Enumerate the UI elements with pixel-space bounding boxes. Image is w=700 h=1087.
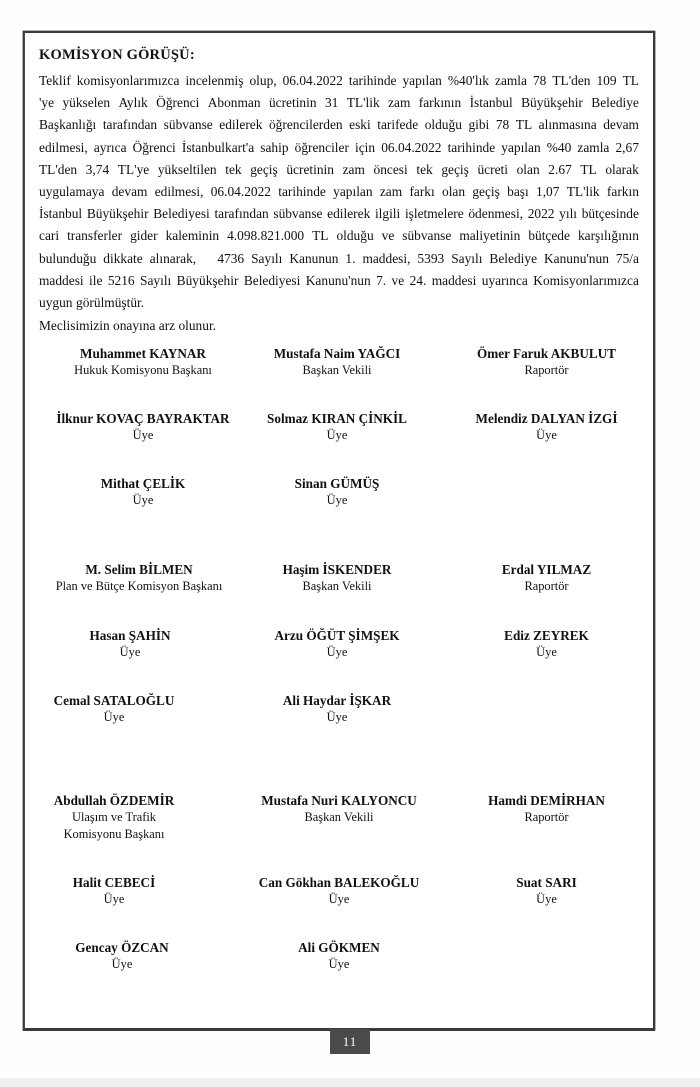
body-word: Öğrenci — [132, 139, 176, 155]
body-word: kaleminin — [165, 228, 220, 244]
signatory-name: Abdullah ÖZDEMİR — [53, 793, 175, 809]
signature-block — [237, 410, 437, 444]
signatory-title: Üye — [111, 957, 133, 972]
body-word: Sayılı — [251, 250, 283, 266]
signature-row — [39, 345, 639, 402]
signature-row — [39, 874, 639, 932]
signature-block — [237, 692, 437, 726]
signatory-name: Haşim İSKENDER — [282, 562, 392, 578]
body-word: Aylık — [118, 95, 148, 111]
body-word: devam — [603, 117, 639, 133]
body-word: eski — [349, 117, 371, 133]
signature-block — [237, 561, 437, 595]
body-line — [39, 137, 639, 159]
signature-block — [237, 627, 437, 661]
signature-row — [39, 792, 639, 867]
body-word: maliyetinin — [459, 228, 521, 244]
signatory-name: Solmaz KIRAN ÇİNKİL — [267, 411, 407, 427]
body-word: Kanunu'nun — [544, 250, 609, 266]
signatory-name: Mustafa Naim YAĞCI — [273, 346, 401, 362]
body-word: tek — [225, 161, 242, 177]
body-word: bütçede — [528, 228, 570, 244]
signature-block — [229, 939, 449, 973]
body-word: edilerek — [327, 206, 371, 222]
signatory-title: Üye — [326, 493, 348, 508]
signatory-title: Üye — [536, 645, 557, 660]
body-word: Sayılı — [140, 272, 172, 288]
body-word: yılı — [559, 206, 578, 222]
signature-row — [39, 627, 639, 685]
body-word: işletmelere — [404, 206, 464, 222]
body-line — [39, 159, 639, 181]
body-word: sübvanse — [273, 206, 323, 222]
body-word: maddesi — [39, 272, 84, 288]
body-word: ile — [89, 272, 103, 288]
body-word: Belediye — [489, 250, 538, 266]
signatory-name: Ediz ZEYREK — [504, 628, 589, 644]
body-word: Teklif — [39, 73, 71, 88]
body-word: maddesi, — [362, 250, 411, 266]
body-word: zamla — [577, 139, 610, 155]
body-word: geçiş — [472, 184, 500, 200]
signatory-title: Üye — [103, 710, 125, 725]
body-word: 06.04.2022 — [381, 139, 442, 155]
body-word: TL — [622, 73, 639, 88]
body-word: Abonman — [207, 95, 261, 111]
body-word: 1. — [345, 250, 356, 266]
body-word: TL'lik — [346, 95, 380, 111]
body-word: yapılan — [501, 139, 541, 155]
body-word: TL'lik — [566, 184, 600, 200]
page-footer — [0, 1029, 700, 1061]
body-word: 4.098.821.000 — [227, 228, 305, 244]
body-word: olan — [516, 161, 540, 177]
body-word: 06.04.2022 — [210, 184, 271, 200]
body-word: olarak — [605, 161, 639, 177]
body-word: ve — [391, 272, 405, 288]
body-word: 109 — [596, 73, 617, 88]
body-word: ilgili — [374, 206, 401, 222]
viewer-bottom-strip — [0, 1078, 700, 1087]
body-word: için — [355, 139, 376, 155]
signature-block — [25, 561, 253, 595]
signature-row — [39, 939, 639, 997]
body-word: tarifede — [377, 117, 419, 133]
signatory-name: Gencay ÖZCAN — [75, 940, 169, 956]
body-word: tarihinde — [447, 139, 496, 155]
body-word: 24. — [409, 272, 427, 288]
signature-block — [237, 345, 437, 379]
signature-block — [9, 792, 219, 842]
body-word: Belediye — [591, 95, 639, 111]
body-word: geçiş — [441, 161, 469, 177]
body-word: ayrıca — [93, 139, 127, 155]
signature-row — [39, 410, 639, 468]
signature-block — [229, 792, 449, 826]
body-word: Sayılı — [451, 250, 483, 266]
body-word: karşılığının — [577, 228, 639, 244]
signatory-name: Hamdi DEMİRHAN — [488, 793, 605, 809]
signatory-title: Üye — [119, 645, 141, 660]
body-word: başı — [507, 184, 529, 200]
body-line — [39, 114, 639, 136]
body-word: gider — [130, 228, 158, 244]
signatory-name: Can Gökhan BALEKOĞLU — [258, 875, 420, 891]
body-word: uyarınca — [481, 272, 528, 288]
signature-block — [444, 345, 649, 379]
signatory-name: Hasan ŞAHİN — [89, 628, 171, 644]
signatory-name: Melendiz DALYAN İZGİ — [475, 411, 618, 427]
body-line — [39, 181, 639, 203]
body-word: farkın — [606, 184, 639, 200]
signatory-title-second-line: Komisyonu Başkanı — [63, 826, 165, 841]
body-word: sübvanse — [402, 228, 452, 244]
signatory-title: Üye — [328, 892, 350, 907]
body-word: tarafından — [214, 206, 269, 222]
body-word: zam — [388, 95, 411, 111]
signatory-name: Mustafa Nuri KALYONCU — [261, 793, 417, 809]
body-word: devam — [111, 184, 148, 200]
body-word: yapılan — [333, 184, 373, 200]
signature-row — [39, 561, 639, 618]
signatory-name: Erdal YILMAZ — [501, 562, 592, 578]
body-word: Komisyonlarımızca — [533, 272, 639, 288]
body-word: %40'lık — [447, 73, 489, 88]
body-word: olup, — [249, 73, 277, 88]
body-word: cari — [39, 228, 60, 244]
signature-group-hukuk-komisyonu — [39, 345, 639, 533]
signatory-title: Raportör — [524, 579, 569, 594]
body-word: olduğu — [336, 228, 374, 244]
body-word: 75/a — [615, 250, 639, 266]
body-word: Büyükşehir — [86, 206, 149, 222]
body-word: transferler — [67, 228, 123, 244]
body-word: Büyükşehir — [176, 272, 239, 288]
body-word: İstanbul — [39, 206, 83, 222]
signatory-name: Suat SARI — [516, 875, 577, 891]
signature-block — [33, 475, 253, 509]
signatory-title: Üye — [326, 428, 348, 443]
body-word: Başkanlığı — [39, 117, 97, 133]
body-word: zam — [379, 184, 403, 200]
body-word: ücreti — [477, 161, 508, 177]
signature-block — [17, 939, 227, 973]
signature-block — [229, 874, 449, 908]
body-word: ücretinin — [286, 161, 334, 177]
body-word: zamla — [495, 73, 527, 88]
body-word: 5216 — [107, 272, 135, 288]
signature-row — [39, 475, 639, 533]
body-word: TL'den — [552, 73, 591, 88]
body-word: alınarak, — [149, 250, 197, 266]
body-line — [39, 270, 639, 292]
body-word: maddesi — [431, 272, 477, 288]
body-word: 3,74 — [85, 161, 110, 177]
signature-block — [237, 475, 437, 509]
body-word: 06.04.2022 — [282, 73, 343, 88]
body-word: 78 — [532, 73, 547, 88]
signatory-title: Üye — [132, 493, 154, 508]
body-word: yükselen — [62, 95, 111, 111]
body-word: dikkate — [103, 250, 143, 266]
signatory-name: Sinan GÜMÜŞ — [294, 476, 380, 492]
body-word: 2,67 — [615, 139, 639, 155]
body-line — [39, 203, 639, 225]
signature-block — [444, 561, 649, 595]
signature-block — [33, 410, 253, 444]
signatory-title: Ulaşım ve Trafik — [72, 810, 156, 825]
document-content — [39, 47, 639, 997]
body-word: tarafından — [102, 117, 158, 133]
signatory-name: Halit CEBECİ — [72, 875, 156, 891]
signature-block — [9, 692, 219, 726]
signatory-name: Ömer Faruk AKBULUT — [477, 346, 616, 362]
signatory-title: Raportör — [524, 363, 569, 378]
body-word: olan — [442, 184, 466, 200]
body-word: Kanunun — [289, 250, 339, 266]
body-word: TL — [515, 117, 533, 133]
body-word: bütçesinde — [581, 206, 639, 222]
body-word: TL'den — [39, 161, 78, 177]
body-line — [39, 225, 639, 247]
body-word: TL'ye — [117, 161, 150, 177]
signatory-name: Mithat ÇELİK — [100, 476, 186, 492]
body-word: bulunduğu — [39, 250, 97, 266]
body-word: incelenmiş — [185, 73, 244, 88]
signatory-title: Üye — [328, 957, 350, 972]
body-word: sahip — [260, 139, 289, 155]
signature-group-ulasim-ve-trafik-komisyonu — [39, 792, 639, 997]
body-word: farkının — [418, 95, 462, 111]
body-word: komisyonlarımızca — [76, 73, 180, 88]
body-word: %40 — [546, 139, 572, 155]
body-word: 31 — [324, 95, 339, 111]
body-word: 1,07 — [536, 184, 560, 200]
body-word: olduğu — [424, 117, 462, 133]
body-word: İstanbulkart'a — [181, 139, 255, 155]
signatory-title: Üye — [536, 428, 557, 443]
body-word: ücretinin — [268, 95, 317, 111]
body-word: öğrenciler — [294, 139, 349, 155]
signature-block — [444, 792, 649, 826]
body-word: Belediyesi — [243, 272, 301, 288]
signatory-name: Muhammet KAYNAR — [80, 346, 206, 362]
body-word: İstanbul — [469, 95, 513, 111]
body-word: öncesi — [373, 161, 408, 177]
signatory-name: Ali GÖKMEN — [298, 940, 380, 956]
signature-block — [444, 874, 649, 908]
signatory-title: Plan ve Bütçe Komisyon Başkanı — [55, 579, 223, 594]
body-word: geçiş — [250, 161, 278, 177]
body-word: 'ye — [39, 95, 55, 111]
signature-block — [9, 874, 219, 908]
body-word: Kanunu'nun — [305, 272, 371, 288]
signatory-name: Arzu ÖĞÜT ŞİMŞEK — [274, 628, 400, 644]
body-word: ve — [381, 228, 395, 244]
signatory-title: Başkan Vekili — [302, 579, 372, 594]
page-number-badge: 11 — [330, 1029, 370, 1054]
signatory-name: İlknur KOVAÇ BAYRAKTAR — [56, 411, 230, 427]
signatory-title: Başkan Vekili — [304, 810, 374, 825]
signatory-title: Raportör — [524, 810, 569, 825]
body-word: zam — [342, 161, 365, 177]
signatory-name: Ali Haydar İŞKAR — [282, 693, 392, 709]
body-word: uygulamaya — [39, 184, 105, 200]
body-word: 78 — [495, 117, 510, 133]
body-word: alınmasına — [538, 117, 597, 133]
closing-line: Meclisimizin onayına arz olunur. — [39, 318, 217, 334]
signatory-title: Üye — [132, 428, 154, 443]
body-word: Öğrenci — [156, 95, 200, 111]
body-word: edilmesi, — [154, 184, 204, 200]
signature-block — [444, 410, 649, 444]
body-word: tarihinde — [348, 73, 397, 88]
body-word: TL — [580, 161, 597, 177]
body-word: Büyükşehir — [521, 95, 583, 111]
body-word: ödenmesi, — [468, 206, 524, 222]
body-word: sübvanse — [163, 117, 213, 133]
signatory-title: Hukuk Komisyonu Başkanı — [74, 363, 212, 378]
body-line-last: uygun görülmüştür. — [39, 295, 145, 311]
signature-row — [39, 692, 639, 750]
signatory-title: Başkan Vekili — [302, 363, 372, 378]
body-word: yapılan — [402, 73, 442, 88]
body-word: 7. — [376, 272, 387, 288]
body-word: TL — [312, 228, 329, 244]
body-word: 4736 — [203, 250, 245, 266]
body-word: 2022 — [527, 206, 555, 222]
body-word: edilmesi, — [39, 139, 88, 155]
body-line — [39, 248, 639, 270]
body-word: Belediyesi — [153, 206, 210, 222]
body-word: tek — [416, 161, 433, 177]
body-word: 2.67 — [548, 161, 572, 177]
signatory-name: M. Selim BİLMEN — [85, 562, 193, 578]
body-word: yükseltilen — [157, 161, 217, 177]
body-word: edilerek — [219, 117, 263, 133]
signatory-title: Üye — [326, 645, 348, 660]
signature-block — [25, 627, 235, 661]
signatory-title: Üye — [536, 892, 557, 907]
signature-block — [444, 627, 649, 661]
body-word: öğrencilerden — [268, 117, 343, 133]
page-title: KOMİSYON GÖRÜŞÜ: — [39, 47, 195, 63]
body-word: 5393 — [417, 250, 445, 266]
signature-block — [33, 345, 253, 379]
body-line — [39, 92, 639, 114]
signature-group-plan-ve-butce-komisyonu — [39, 561, 639, 750]
committee-opinion-paragraph — [39, 70, 639, 314]
body-line — [39, 70, 639, 92]
signatory-title: Üye — [326, 710, 348, 725]
body-word: farkı — [409, 184, 435, 200]
signatory-title: Üye — [103, 892, 125, 907]
signatory-name: Cemal SATALOĞLU — [53, 693, 175, 709]
body-word: tarihinde — [278, 184, 326, 200]
body-word: gibi — [468, 117, 490, 133]
